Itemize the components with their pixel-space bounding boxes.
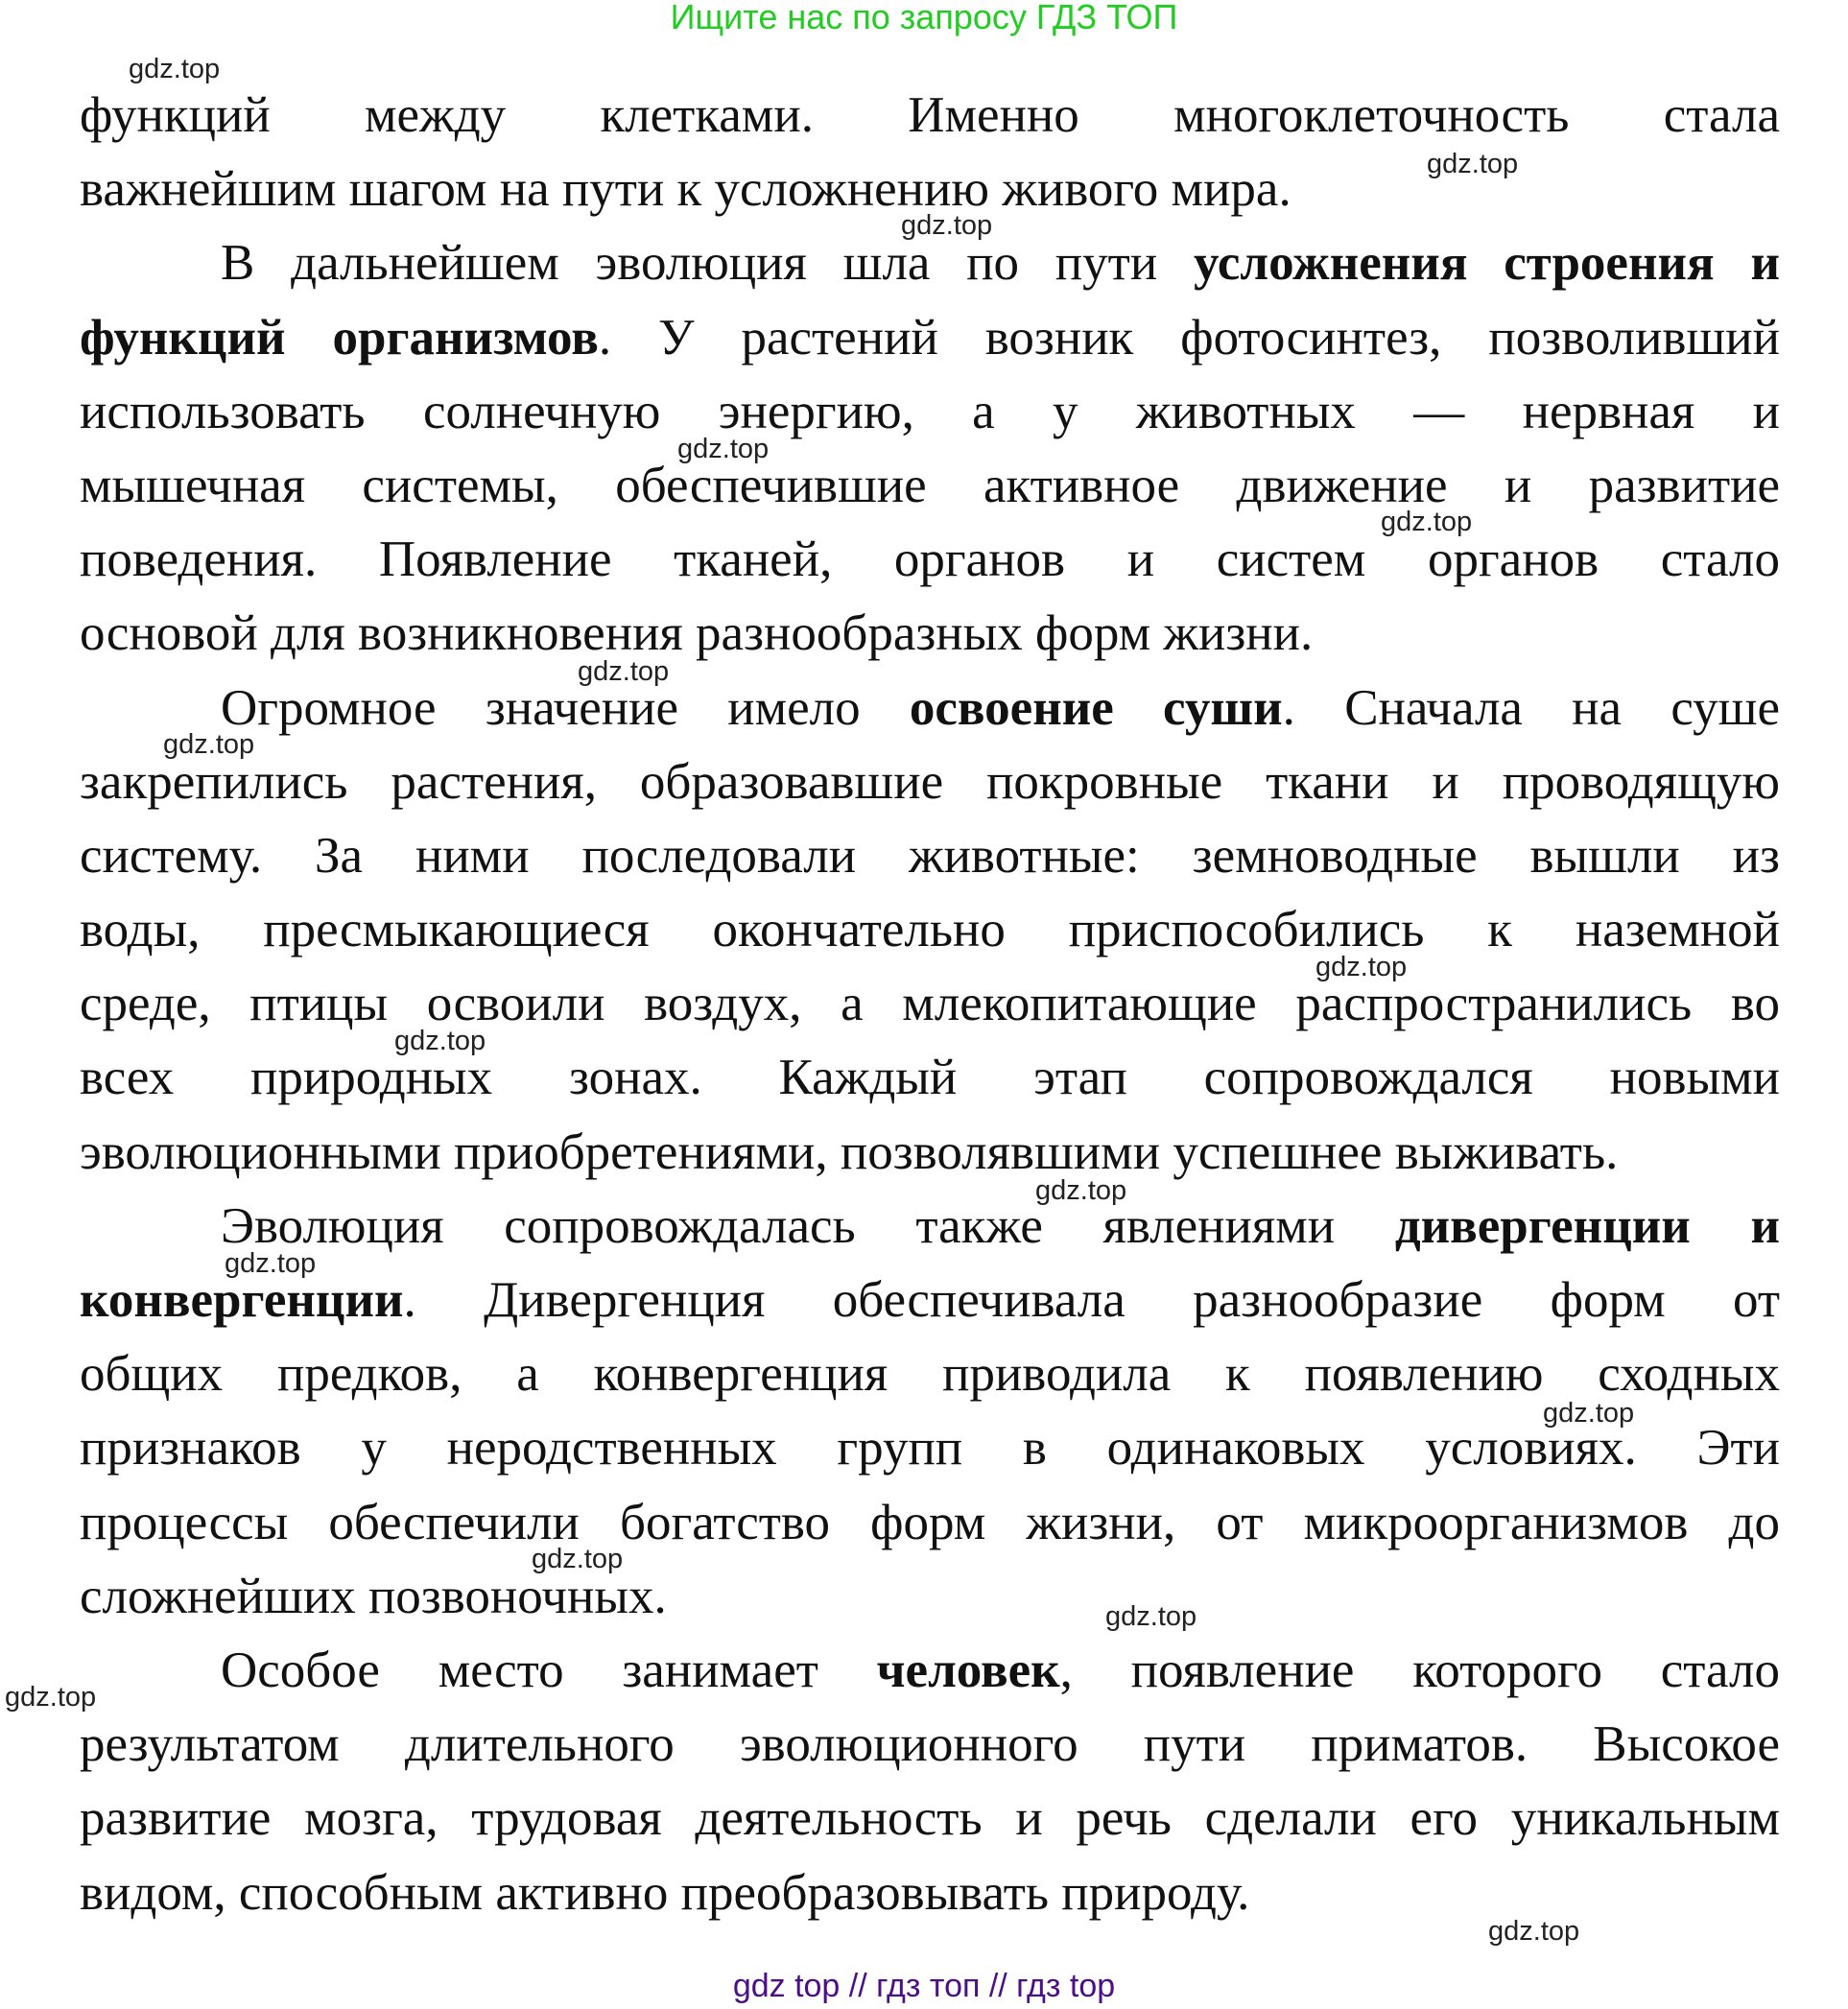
paragraph [80, 1634, 1780, 1930]
text-line [80, 745, 1780, 819]
text-segment: результатом длительного эволюционного пути приматов. Высокое [80, 1716, 1780, 1773]
paragraph [80, 1190, 1780, 1634]
text-line [80, 1708, 1780, 1782]
gdz-watermark: gdz.top [394, 1026, 486, 1056]
text-line [80, 375, 1780, 449]
text-line [80, 1337, 1780, 1411]
text-segment: . У растений возник фотосинтез, позволивший [598, 309, 1780, 366]
text-segment: поведения. Появление тканей, органов и систем органов стало [80, 532, 1780, 588]
text-line [80, 1264, 1780, 1337]
text-line [80, 1782, 1780, 1855]
text-segment: воды, пресмыкающиеся окончательно приспособились к наземной [80, 902, 1780, 958]
text-line [80, 523, 1780, 597]
text-segment: Огромное значение имело [221, 679, 910, 736]
text-segment: мышечная системы, обеспечившие активное движение и развитие [80, 457, 1780, 513]
gdz-watermark: gdz.top [5, 1682, 97, 1713]
text-segment: всех природных зонах. Каждый этап сопровождался новыми [80, 1050, 1780, 1106]
gdz-watermark: gdz.top [1381, 507, 1473, 537]
bold-term: функций организмов [80, 309, 599, 366]
text-line [80, 1190, 1780, 1264]
text-line [80, 1560, 1780, 1634]
gdz-watermark: gdz.top [225, 1248, 317, 1279]
text-segment: функций между клетками. Именно многоклеточность стала [80, 87, 1780, 143]
text-line [80, 819, 1780, 893]
text-line [80, 301, 1780, 375]
text-segment: общих предков, а конвергенция приводила к появлению сходных [80, 1346, 1780, 1403]
text-line [80, 79, 1780, 153]
text-segment: В дальнейшем эволюция шла по пути [221, 235, 1194, 292]
paragraph [80, 226, 1780, 671]
bold-term: конвергенции [80, 1272, 404, 1328]
gdz-watermark: gdz.top [1488, 1916, 1580, 1947]
gdz-watermark: gdz.top [1105, 1601, 1197, 1632]
text-segment: процессы обеспечили богатство форм жизни, от микроорганизмов до [80, 1494, 1780, 1550]
text-segment: использовать солнечную энергию, а у животных — нервная и [80, 383, 1780, 439]
text-line [80, 449, 1780, 523]
bold-term: освоение суши [909, 679, 1283, 736]
text-segment: . Сначала на суше [1282, 679, 1780, 736]
text-segment: признаков у неродственных групп в одинаковых условиях. Эти [80, 1420, 1780, 1477]
text-line [80, 1634, 1780, 1708]
text-segment: среде, птицы освоили воздух, а млекопитающие распространились во [80, 976, 1780, 1032]
gdz-watermark: gdz.top [677, 434, 770, 464]
bold-term: дивергенции и [1394, 1197, 1780, 1254]
bold-term: усложнения строения и [1193, 235, 1780, 292]
gdz-watermark: gdz.top [163, 729, 255, 760]
text-segment: систему. За ними последовали животные: земноводные вышли из [80, 827, 1780, 884]
textbook-text [80, 79, 1780, 1930]
gdz-watermark: gdz.top [1035, 1175, 1127, 1206]
text-segment: . Дивергенция обеспечивала разнообразие форм от [403, 1272, 1780, 1328]
text-segment: Эволюция сопровождалась также явлениями [221, 1197, 1395, 1254]
gdz-watermark: gdz.top [1427, 149, 1519, 179]
text-segment: видом, способным активно преобразовывать природу. [80, 1864, 1250, 1921]
text-segment: основой для возникновения разнообразных форм жизни. [80, 605, 1314, 662]
text-line [80, 967, 1780, 1041]
search-hint-banner: Ищите нас по запросу ГДЗ ТОП [670, 0, 1178, 36]
paragraph [80, 672, 1780, 1190]
text-line [80, 893, 1780, 967]
text-segment: важнейшим шагом на пути к усложнению живого мира. [80, 161, 1291, 218]
gdz-watermark: gdz.top [578, 656, 670, 687]
gdz-watermark: gdz.top [1315, 952, 1408, 982]
text-line [80, 1486, 1780, 1560]
text-line [80, 672, 1780, 745]
text-segment: развитие мозга, трудовая деятельность и речь сделали его уникальным [80, 1790, 1780, 1847]
text-segment: Особое место занимает [221, 1642, 877, 1698]
text-segment: эволюционными приобретениями, позволявшими успешнее выживать. [80, 1123, 1619, 1180]
text-segment: сложнейших позвоночных. [80, 1568, 667, 1624]
text-segment: , появление которого стало [1059, 1642, 1780, 1698]
paragraph [80, 79, 1780, 226]
text-line [80, 597, 1780, 671]
text-line [80, 1116, 1780, 1190]
gdz-watermark: gdz.top [532, 1544, 624, 1574]
text-line [80, 1041, 1780, 1115]
footer-watermark: gdz top // гдз топ // гдз top [732, 1968, 1116, 2004]
gdz-watermark: gdz.top [129, 54, 221, 84]
gdz-watermark: gdz.top [1543, 1398, 1635, 1429]
bold-term: человек [876, 1642, 1060, 1698]
gdz-watermark: gdz.top [901, 210, 993, 241]
text-segment: закрепились растения, образовавшие покровные ткани и проводящую [80, 753, 1780, 810]
text-line [80, 1411, 1780, 1485]
